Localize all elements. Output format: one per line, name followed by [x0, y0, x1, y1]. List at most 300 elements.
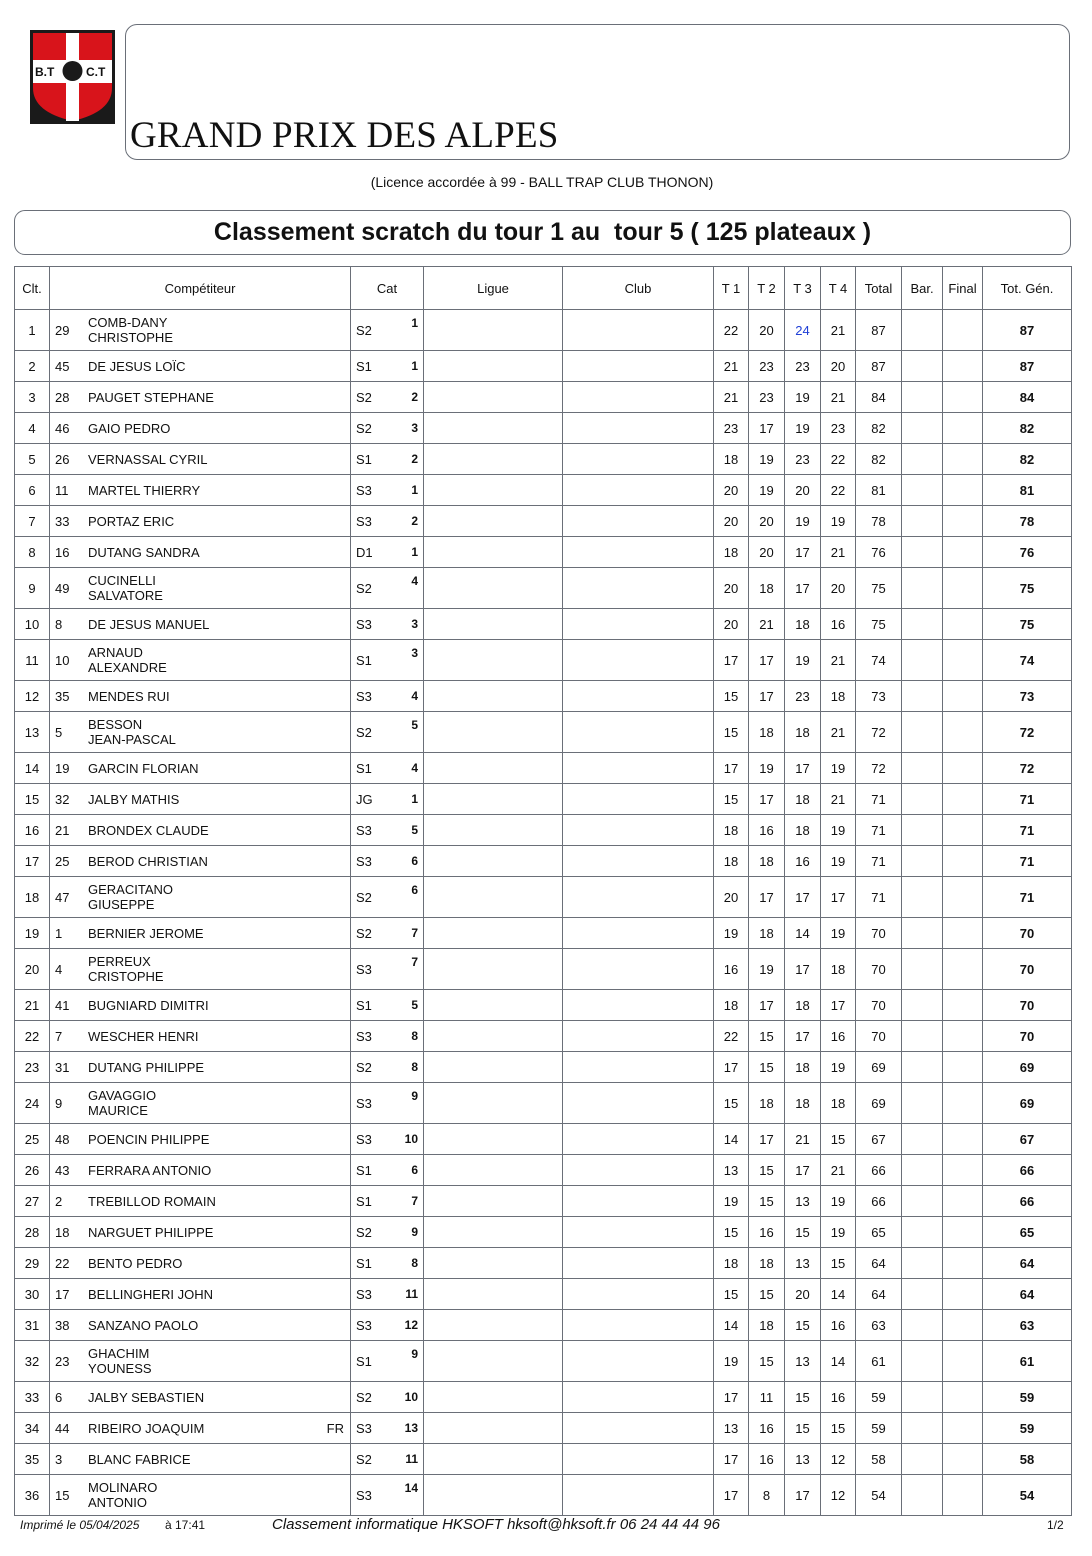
round3-cell: 20 [785, 475, 821, 506]
barrage-cell [902, 1124, 943, 1155]
category-rank: 1 [411, 792, 418, 806]
round2-cell: 18 [749, 1310, 785, 1341]
general-total-cell: 54 [983, 1475, 1072, 1516]
general-total-cell: 59 [983, 1382, 1072, 1413]
table-row [15, 537, 1072, 568]
table-header-row [15, 267, 1072, 310]
league-cell [424, 815, 563, 846]
round1-cell: 17 [714, 1382, 749, 1413]
barrage-cell [902, 1413, 943, 1444]
final-cell [943, 784, 983, 815]
round2-cell: 19 [749, 444, 785, 475]
round2-cell: 17 [749, 1124, 785, 1155]
category-code: S3 [356, 853, 372, 869]
round4-cell: 20 [821, 351, 856, 382]
category-cell [351, 1310, 424, 1341]
total-cell: 81 [856, 475, 902, 506]
round4-cell: 19 [821, 506, 856, 537]
competitor-name [88, 761, 314, 776]
round3-cell: 18 [785, 1052, 821, 1083]
general-total-cell: 59 [983, 1413, 1072, 1444]
round3-cell: 23 [785, 444, 821, 475]
competitor-name [88, 573, 314, 603]
bib-number: 3 [55, 1451, 63, 1467]
competitor-cell [50, 640, 351, 681]
league-cell [424, 990, 563, 1021]
league-cell [424, 1413, 563, 1444]
bib-number: 16 [55, 544, 70, 560]
bib-number: 1 [55, 925, 63, 941]
rank-cell: 33 [15, 1382, 50, 1413]
club-cell [563, 1021, 714, 1052]
total-cell: 72 [856, 753, 902, 784]
round3-cell: 15 [785, 1217, 821, 1248]
category-code: S1 [356, 997, 372, 1013]
competitor-name-line1: BEROD CHRISTIAN [88, 853, 208, 869]
competitor-name [88, 421, 314, 436]
competitor-cell [50, 681, 351, 712]
table-row [15, 444, 1072, 475]
category-code: S1 [356, 1255, 372, 1271]
total-cell: 70 [856, 990, 902, 1021]
rank-cell: 2 [15, 351, 50, 382]
total-cell: 70 [856, 949, 902, 990]
category-code: S1 [356, 652, 372, 668]
table-row [15, 918, 1072, 949]
table-row [15, 1382, 1072, 1413]
total-cell: 70 [856, 918, 902, 949]
round3-cell: 18 [785, 784, 821, 815]
competitor-name [88, 390, 314, 405]
final-cell [943, 815, 983, 846]
round2-cell: 11 [749, 1382, 785, 1413]
col-header-t3: T 3 [785, 267, 821, 310]
category-rank: 5 [411, 998, 418, 1012]
club-cell [563, 1186, 714, 1217]
round2-cell: 18 [749, 918, 785, 949]
bib-number: 49 [55, 580, 70, 596]
competitor-name-line1: COMB-DANY [88, 315, 168, 330]
final-cell [943, 877, 983, 918]
category-rank: 2 [411, 452, 418, 466]
table-row [15, 1341, 1072, 1382]
final-cell [943, 1475, 983, 1516]
total-cell: 75 [856, 609, 902, 640]
round1-cell: 22 [714, 1021, 749, 1052]
general-total-cell: 82 [983, 413, 1072, 444]
table-row [15, 413, 1072, 444]
round1-cell: 15 [714, 681, 749, 712]
competitor-cell [50, 537, 351, 568]
club-cell [563, 712, 714, 753]
bib-number: 46 [55, 420, 70, 436]
final-cell [943, 413, 983, 444]
league-cell [424, 351, 563, 382]
round4-cell: 21 [821, 712, 856, 753]
bib-number: 32 [55, 791, 70, 807]
competitor-name-line1: PORTAZ ERIC [88, 513, 175, 529]
bib-number: 11 [55, 482, 69, 498]
round2-cell: 18 [749, 846, 785, 877]
round2-cell: 21 [749, 609, 785, 640]
barrage-cell [902, 918, 943, 949]
competitor-cell [50, 1413, 351, 1444]
final-cell [943, 1382, 983, 1413]
category-rank: 9 [411, 1225, 418, 1239]
competitor-name [88, 1132, 314, 1147]
final-cell [943, 640, 983, 681]
competitor-name-line1: PERREUX [88, 954, 151, 969]
competitor-cell [50, 1052, 351, 1083]
round3-cell: 17 [785, 537, 821, 568]
rank-cell: 21 [15, 990, 50, 1021]
competitor-cell [50, 506, 351, 537]
category-rank: 6 [411, 854, 418, 868]
category-rank: 2 [411, 390, 418, 404]
col-header-bar: Bar. [902, 267, 943, 310]
nationality: FR [326, 1420, 344, 1436]
category-cell [351, 568, 424, 609]
final-cell [943, 1021, 983, 1052]
barrage-cell [902, 712, 943, 753]
round1-cell: 17 [714, 640, 749, 681]
barrage-cell [902, 568, 943, 609]
category-cell [351, 681, 424, 712]
round1-cell: 16 [714, 949, 749, 990]
rank-cell: 29 [15, 1248, 50, 1279]
general-total-cell: 58 [983, 1444, 1072, 1475]
total-cell: 74 [856, 640, 902, 681]
barrage-cell [902, 753, 943, 784]
round2-cell: 23 [749, 351, 785, 382]
round3-cell: 24 [785, 310, 821, 351]
category-rank: 7 [411, 1194, 418, 1208]
competitor-name [88, 1480, 314, 1510]
round3-cell: 17 [785, 1155, 821, 1186]
round2-cell: 16 [749, 1413, 785, 1444]
total-cell: 54 [856, 1475, 902, 1516]
club-cell [563, 753, 714, 784]
round1-cell: 14 [714, 1310, 749, 1341]
competitor-name-line1: GARCIN FLORIAN [88, 760, 199, 776]
final-cell [943, 1052, 983, 1083]
round3-cell: 18 [785, 1083, 821, 1124]
category-rank: 11 [405, 1287, 418, 1301]
final-cell [943, 990, 983, 1021]
category-rank: 13 [404, 1421, 418, 1435]
final-cell [943, 1279, 983, 1310]
table-row [15, 784, 1072, 815]
category-cell [351, 475, 424, 506]
round3-cell: 19 [785, 640, 821, 681]
category-rank: 12 [404, 1318, 418, 1332]
round2-cell: 15 [749, 1155, 785, 1186]
round4-cell: 18 [821, 1083, 856, 1124]
total-cell: 82 [856, 444, 902, 475]
competitor-name [88, 1088, 314, 1118]
category-code: S2 [356, 322, 372, 338]
round4-cell: 12 [821, 1475, 856, 1516]
league-cell [424, 784, 563, 815]
competitor-name-line1: RIBEIRO JOAQUIM [88, 1420, 205, 1436]
round2-cell: 16 [749, 1217, 785, 1248]
final-cell [943, 310, 983, 351]
round4-cell: 22 [821, 475, 856, 506]
table-row [15, 1279, 1072, 1310]
final-cell [943, 753, 983, 784]
competitor-cell [50, 753, 351, 784]
category-rank: 10 [404, 1390, 418, 1404]
round3-cell: 15 [785, 1382, 821, 1413]
round1-cell: 17 [714, 1052, 749, 1083]
round1-cell: 20 [714, 506, 749, 537]
round1-cell: 23 [714, 413, 749, 444]
league-cell [424, 1052, 563, 1083]
competitor-name-line2: CHRISTOPHE [88, 330, 173, 345]
competitor-cell [50, 609, 351, 640]
table-row [15, 609, 1072, 640]
category-cell [351, 1475, 424, 1516]
category-code: D1 [356, 544, 373, 560]
category-code: S3 [356, 1487, 372, 1503]
final-cell [943, 1155, 983, 1186]
table-row [15, 351, 1072, 382]
barrage-cell [902, 1155, 943, 1186]
competitor-cell [50, 1341, 351, 1382]
competitor-cell [50, 784, 351, 815]
barrage-cell [902, 444, 943, 475]
round1-cell: 20 [714, 568, 749, 609]
competitor-name [88, 1225, 314, 1240]
round1-cell: 20 [714, 609, 749, 640]
round4-cell: 21 [821, 537, 856, 568]
round2-cell: 15 [749, 1052, 785, 1083]
rank-cell: 32 [15, 1341, 50, 1382]
round1-cell: 21 [714, 382, 749, 413]
club-cell [563, 568, 714, 609]
final-cell [943, 1186, 983, 1217]
league-cell [424, 1217, 563, 1248]
round2-cell: 15 [749, 1021, 785, 1052]
competitor-name-line1: FERRARA ANTONIO [88, 1162, 212, 1178]
barrage-cell [902, 1186, 943, 1217]
category-rank: 1 [411, 316, 418, 330]
general-total-cell: 64 [983, 1248, 1072, 1279]
category-code: S3 [356, 1028, 372, 1044]
rank-cell: 25 [15, 1124, 50, 1155]
league-cell [424, 1310, 563, 1341]
final-cell [943, 949, 983, 990]
barrage-cell [902, 640, 943, 681]
general-total-cell: 63 [983, 1310, 1072, 1341]
league-cell [424, 1155, 563, 1186]
round4-cell: 19 [821, 918, 856, 949]
round3-cell: 17 [785, 1475, 821, 1516]
col-header-cat: Cat [351, 267, 424, 310]
total-cell: 71 [856, 784, 902, 815]
club-cell [563, 475, 714, 506]
category-rank: 4 [411, 689, 418, 703]
final-cell [943, 444, 983, 475]
rank-cell: 27 [15, 1186, 50, 1217]
club-cell [563, 1217, 714, 1248]
club-cell [563, 537, 714, 568]
round4-cell: 21 [821, 382, 856, 413]
category-rank: 14 [404, 1481, 418, 1495]
league-cell [424, 1124, 563, 1155]
category-rank: 8 [411, 1060, 418, 1074]
competitor-name-line1: JALBY MATHIS [88, 791, 180, 807]
round3-cell: 18 [785, 815, 821, 846]
club-cell [563, 815, 714, 846]
competitor-name-line2: JEAN-PASCAL [88, 732, 176, 747]
league-cell [424, 1186, 563, 1217]
category-cell [351, 413, 424, 444]
competitor-cell [50, 1217, 351, 1248]
table-row [15, 1124, 1072, 1155]
round1-cell: 19 [714, 1341, 749, 1382]
table-row [15, 846, 1072, 877]
barrage-cell [902, 609, 943, 640]
table-row [15, 1413, 1072, 1444]
competitor-name [88, 514, 314, 529]
category-code: S2 [356, 724, 372, 740]
category-cell [351, 877, 424, 918]
club-cell [563, 1382, 714, 1413]
competitor-name [88, 1194, 314, 1209]
round2-cell: 8 [749, 1475, 785, 1516]
category-rank: 9 [411, 1347, 418, 1361]
club-cell [563, 413, 714, 444]
league-cell [424, 506, 563, 537]
competitor-name [88, 483, 314, 498]
competitor-cell [50, 1083, 351, 1124]
bib-number: 17 [55, 1286, 70, 1302]
round1-cell: 18 [714, 815, 749, 846]
barrage-cell [902, 382, 943, 413]
round2-cell: 15 [749, 1341, 785, 1382]
club-cell [563, 1341, 714, 1382]
competitor-name [88, 823, 314, 838]
competitor-cell [50, 712, 351, 753]
ranking-heading-frame [14, 210, 1071, 255]
general-total-cell: 67 [983, 1124, 1072, 1155]
table-row [15, 1444, 1072, 1475]
competitor-name [88, 882, 314, 912]
category-rank: 4 [411, 574, 418, 588]
category-rank: 11 [405, 1452, 418, 1466]
round3-cell: 13 [785, 1444, 821, 1475]
category-code: S1 [356, 760, 372, 776]
software-credit: Classement informatique HKSOFT hksoft@hksoft.fr 06 24 44 44 96 [272, 1516, 720, 1533]
table-row [15, 877, 1072, 918]
competitor-cell [50, 846, 351, 877]
total-cell: 64 [856, 1248, 902, 1279]
final-cell [943, 537, 983, 568]
total-cell: 70 [856, 1021, 902, 1052]
round3-cell: 23 [785, 351, 821, 382]
round2-cell: 23 [749, 382, 785, 413]
round1-cell: 14 [714, 1124, 749, 1155]
competitor-name-line1: DE JESUS LOÏC [88, 358, 186, 374]
general-total-cell: 69 [983, 1052, 1072, 1083]
competitor-cell [50, 1155, 351, 1186]
bib-number: 43 [55, 1162, 70, 1178]
total-cell: 75 [856, 568, 902, 609]
competitor-cell [50, 444, 351, 475]
competitor-cell [50, 382, 351, 413]
round1-cell: 13 [714, 1413, 749, 1444]
total-cell: 58 [856, 1444, 902, 1475]
category-cell [351, 1124, 424, 1155]
rank-cell: 13 [15, 712, 50, 753]
competitor-name [88, 1318, 314, 1333]
category-code: JG [356, 791, 373, 807]
category-rank: 1 [411, 359, 418, 373]
total-cell: 87 [856, 351, 902, 382]
table-row [15, 1052, 1072, 1083]
category-cell [351, 1155, 424, 1186]
round2-cell: 16 [749, 815, 785, 846]
bib-number: 8 [55, 616, 63, 632]
final-cell [943, 475, 983, 506]
league-cell [424, 949, 563, 990]
round4-cell: 16 [821, 1310, 856, 1341]
round4-cell: 19 [821, 1052, 856, 1083]
competitor-name [88, 717, 314, 747]
table-row [15, 568, 1072, 609]
competitor-name [88, 315, 314, 345]
category-cell [351, 382, 424, 413]
bib-number: 29 [55, 322, 70, 338]
category-cell [351, 609, 424, 640]
competitor-name-line2: MAURICE [88, 1103, 148, 1118]
general-total-cell: 73 [983, 681, 1072, 712]
category-code: S2 [356, 389, 372, 405]
competitor-cell [50, 1248, 351, 1279]
round3-cell: 14 [785, 918, 821, 949]
category-rank: 4 [411, 761, 418, 775]
competitor-name [88, 926, 314, 941]
league-cell [424, 1444, 563, 1475]
league-cell [424, 681, 563, 712]
category-code: S3 [356, 1095, 372, 1111]
final-cell [943, 506, 983, 537]
category-cell [351, 310, 424, 351]
competitor-name-line1: JALBY SEBASTIEN [88, 1389, 205, 1405]
rank-cell: 5 [15, 444, 50, 475]
table-row [15, 1248, 1072, 1279]
round4-cell: 21 [821, 1155, 856, 1186]
barrage-cell [902, 1052, 943, 1083]
round1-cell: 13 [714, 1155, 749, 1186]
general-total-cell: 71 [983, 784, 1072, 815]
round2-cell: 18 [749, 1083, 785, 1124]
competitor-cell [50, 1382, 351, 1413]
general-total-cell: 70 [983, 1021, 1072, 1052]
general-total-cell: 75 [983, 568, 1072, 609]
competitor-name [88, 545, 314, 560]
round3-cell: 15 [785, 1413, 821, 1444]
rank-cell: 30 [15, 1279, 50, 1310]
rank-cell: 23 [15, 1052, 50, 1083]
barrage-cell [902, 1279, 943, 1310]
final-cell [943, 1124, 983, 1155]
competitor-name [88, 854, 314, 869]
competitor-name-line1: NARGUET PHILIPPE [88, 1224, 214, 1240]
final-cell [943, 846, 983, 877]
category-rank: 3 [411, 421, 418, 435]
